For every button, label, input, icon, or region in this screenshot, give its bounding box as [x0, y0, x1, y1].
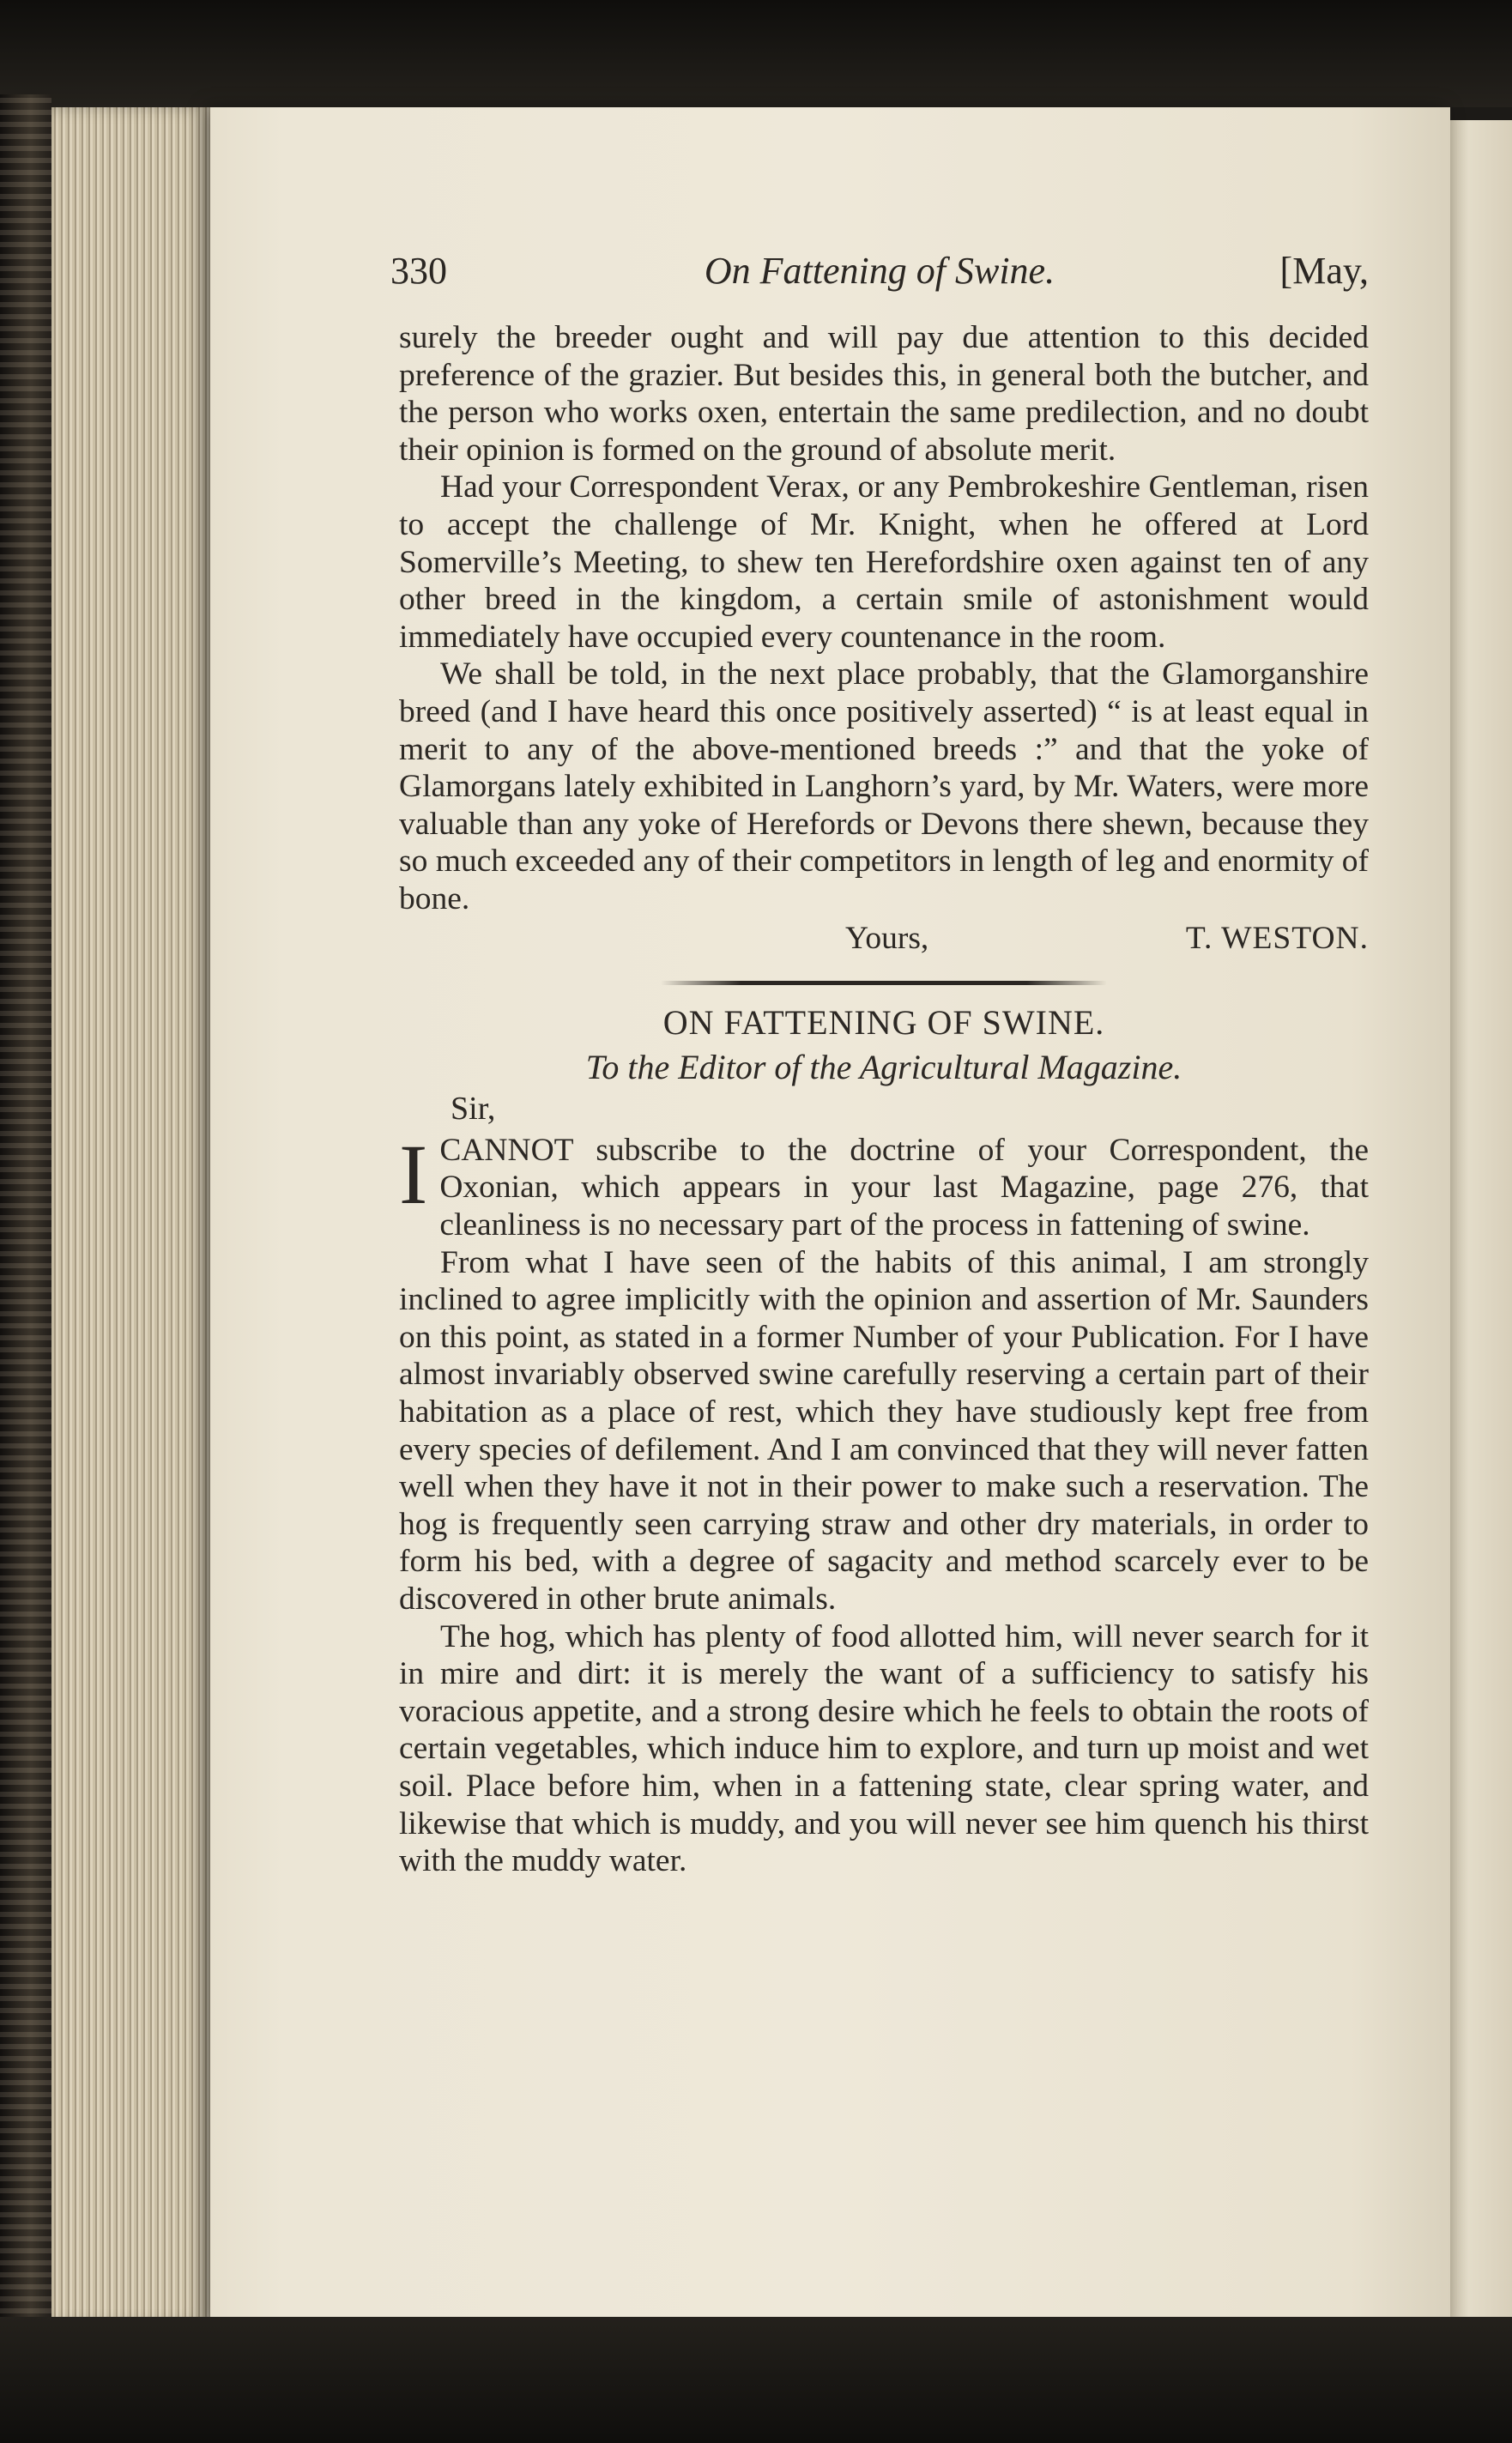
page-body: [399, 319, 1369, 1880]
book-binding: [0, 94, 51, 2325]
running-header-month: [May,: [1279, 250, 1369, 292]
running-title: On Fattening of Swine.: [704, 250, 1055, 292]
section-rule: [661, 981, 1107, 985]
closing: Yours,: [845, 920, 929, 956]
paragraph: We shall be told, in the next place probably, that the Glamorganshire breed (and I have heard this once positively asserted) “ is at least equal in merit to any of the above-mentioned breeds :” and that the yoke of Glamorgans lately exhibited in Langhorn’s yard, by Mr. Waters, were more valuable than any yoke of Herefords or Devons there shewn, because they so much exceeded any of their competitors in length of leg and enormity of bone.: [399, 656, 1369, 916]
running-header: [390, 249, 1369, 300]
next-page-edge: [1450, 120, 1512, 2317]
top-shadow: [0, 0, 1512, 107]
first-paragraph-text: CANNOT subscribe to the doctrine of your Correspondent, the Oxonian, which appears in your last Magazine, page 276, that cleanliness is no necessary part of the process in fattening of swine.: [439, 1132, 1369, 1243]
first-paragraph: [399, 1126, 1369, 1244]
paragraph: Had your Correspondent Verax, or any Pembrokeshire Gentleman, risen to accept the challenge of Mr. Knight, when he offered at Lord Somerville’s Meeting, to shew ten Herefordshire oxen against ten of any other breed in the kingdom, a certain smile of astonishment would immediately have occupied every countenance in the room.: [399, 469, 1369, 655]
letter-signoff: [399, 920, 1369, 958]
signature: T. WESTON.: [1185, 920, 1369, 956]
bottom-shadow: [0, 2317, 1512, 2443]
page-stack-edge: [51, 107, 210, 2325]
article-title: ON FATTENING OF SWINE.: [662, 1003, 1105, 1043]
salutation: Sir,: [451, 1091, 496, 1128]
page-number: 330: [390, 250, 447, 292]
drop-cap: I: [399, 1126, 428, 1222]
paragraph: surely the breeder ought and will pay due attention to this decided preference of the grazier. But besides this, in general both the butcher, and the person who works oxen, entertain the same predilection, and no doubt their opinion is formed on the ground of absolute merit.: [399, 320, 1369, 468]
paragraph: From what I have seen of the habits of this animal, I am strongly inclined to agree implicitly with the opinion and assertion of Mr. Saunders on this point, as stated in a former Number of your Publication. For I have almost invariably observed swine carefully reserving a certain part of their habitation as a place of rest, which they have studiously kept free from every species of defilement. And I am convinced that they will never fatten well when they have it not in their power to make such a reservation. The hog is frequently seen carrying straw and other dry materials, in order to form his bed, with a degree of sagacity and method scarcely ever to be discovered in other brute animals.: [399, 1244, 1369, 1617]
paragraph: The hog, which has plenty of food allotted him, will never search for it in mire and dirt: it is merely the want of a sufficiency to satisfy his voracious appetite, and a strong desire which he feels to obtain the roots of certain vegetables, which induce him to explore, and turn up moist and wet soil. Place before him, when in a fattening state, clear spring water, and likewise that which is muddy, and you will never see him quench his thirst with the muddy water.: [399, 1618, 1369, 1879]
article-subtitle: To the Editor of the Agricultural Magazine.: [585, 1047, 1182, 1086]
